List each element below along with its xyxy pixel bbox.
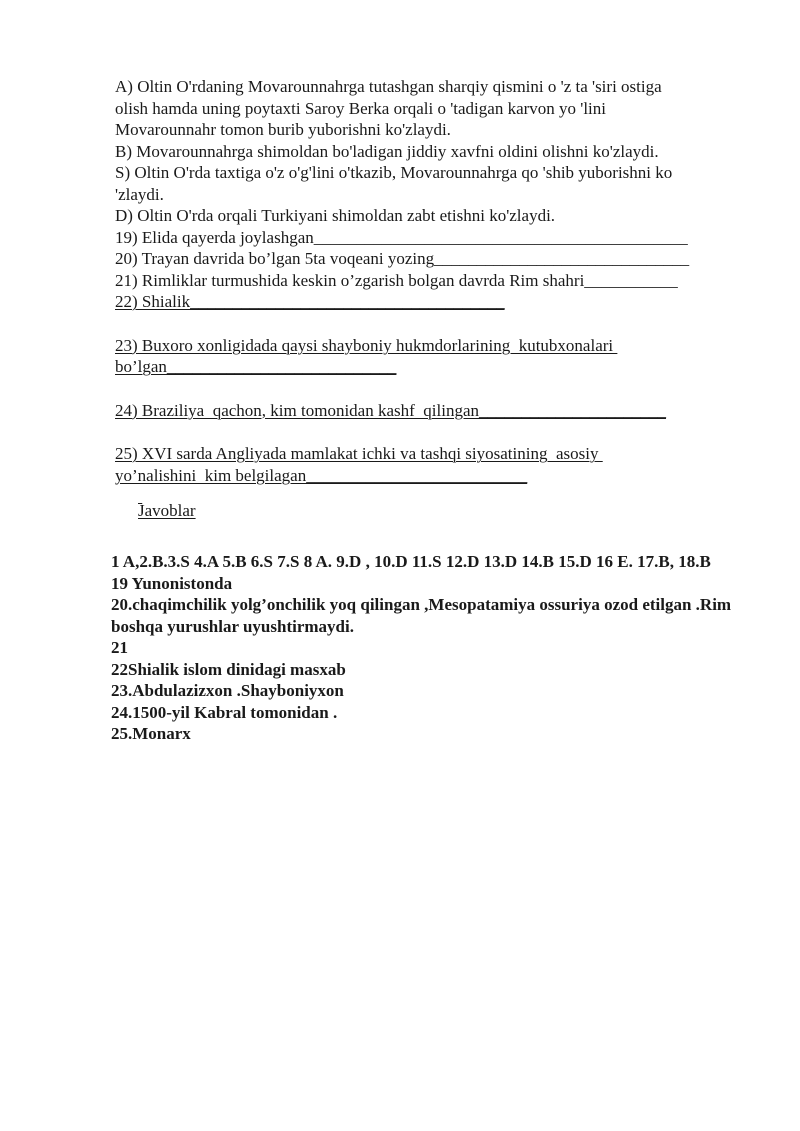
test-document [115,76,745,522]
answer-23: 23.Abdulazizxon .Shayboniyxon [111,681,344,700]
option-a-line-3: Movarounnahr tomon burib yuborishni ko'zlaydi. [115,120,451,139]
option-b [115,141,745,163]
question-22: 22) Shialik_____________________________________ [115,292,505,311]
option-d-line-1: D) Oltin O'rda orqali Turkiyani shimoldan zabt etishni ko'zlaydi. [115,206,556,225]
answer-24: 24.1500-yil Kabral tomonidan . [111,702,338,722]
question-23-line-1: 23) Buxoro xonligidada qaysi shayboniy hukmdorlarining kutubxonalari [115,335,618,355]
answer-19: 19 Yunonistonda [111,573,233,593]
answers-heading: Javoblar [138,501,196,520]
option-a [115,76,745,141]
option-s-line-2: 'zlaydi. [115,184,164,204]
option-d [115,205,745,227]
answer-1-18: 1 A,2.B.3.S 4.A 5.B 6.S 7.S 8 A. 9.D , 10.D 11.S 12.D 13.D 14.B 15.D 16 E. 17.B, 18.B [111,552,711,571]
question-21: 21) Rimliklar turmushida keskin o’zgarish bolgan davrda Rim shahri___________ [115,270,678,290]
question-24: 24) Braziliya qachon, kim tomonidan kashf qilingan______________________ [115,400,667,420]
answer-20: 20.chaqimchilik yolg’onchilik yoq qilingan ,Mesopatamiya ossuriya ozod etilgan .Rim boshqa yurushlar uyushtirmaydi. [111,595,732,636]
answer-25: 25.Monarx [111,724,191,743]
answer-22: 22Shialik islom dinidagi masxab [111,659,346,679]
heading-marker [115,486,745,500]
option-s [115,162,745,205]
answers-section [111,551,751,745]
answer-21: 21 [111,638,128,657]
question-20: 20) Trayan davrida bo’lgan 5ta voqeani yozing______________________________ [115,249,690,268]
option-a-line-2: olish hamda uning poytaxti Saroy Berka orqali o 'tadigan karvon yo 'lini [115,98,607,118]
option-s-line-1: S) Oltin O'rda taxtiga o'z o'g'lini o'tkazib, Movarounnahrga qo 'shib yuborishni ko [115,163,673,182]
option-a-line-1: A) Oltin O'rdaning Movarounnahrga tutashgan sharqiy qismini o 'z ta 'siri ostiga [115,77,662,96]
question-25-line-1: 25) XVI sarda Angliyada mamlakat ichki va tashqi siyosatining asosiy [115,444,603,463]
option-b-line-1: B) Movarounnahrga shimoldan bo'ladigan jiddiy xavfni oldini olishni ko'zlaydi. [115,141,659,161]
question-23-line-2: bo’lgan___________________________ [115,357,397,376]
question-19: 19) Elida qayerda joylashgan____________________________________________ [115,227,688,247]
question-25-line-2: yo’nalishini kim belgilagan__________________________ [115,465,528,485]
